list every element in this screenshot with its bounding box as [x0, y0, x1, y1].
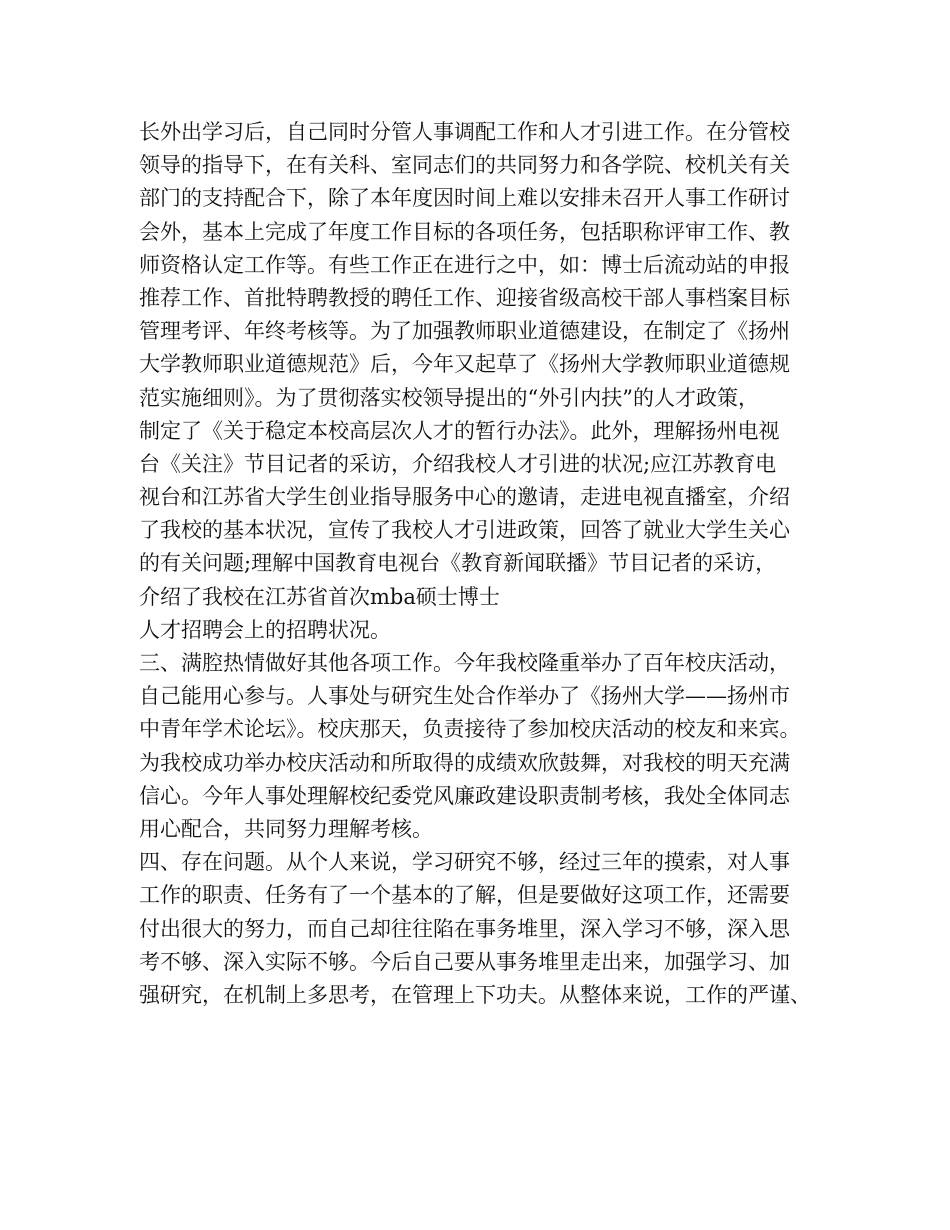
- text-line: 的有关问题;理解中国教育电视台《教育新闻联播》节目记者的采访，: [139, 551, 777, 576]
- text-line: 范实施细则》。为了贯彻落实校领导提出的“外引内扶”的人才政策，: [139, 385, 759, 410]
- text-line: 会外，基本上完成了年度工作目标的各项任务，包括职称评审工作、教: [139, 219, 790, 244]
- document-body: [139, 116, 829, 1012]
- text-line: 部门的支持配合下，除了本年度因时间上难以安排未召开人事工作研讨: [139, 186, 790, 211]
- text-line: 三、满腔热情做好其他各项工作。今年我校隆重举办了百年校庆活动，: [139, 651, 790, 675]
- text-line: 强研究，在机制上多思考，在管理上下功夫。从整体来说，工作的严谨、: [139, 982, 811, 1007]
- text-line: 领导的指导下，在有关科、室同志们的共同努力和各学院、校机关有关: [139, 153, 790, 178]
- text-line: 考不够、深入实际不够。今后自己要从事务堆里走出来，加强学习、加: [139, 949, 790, 974]
- text-line: 四、存在问题。从个人来说，学习研究不够，经过三年的摸索，对人事: [139, 850, 790, 875]
- text-line: 长外出学习后，自己同时分管人事调配工作和人才引进工作。在分管校: [139, 120, 790, 144]
- text-line: 制定了《关于稳定本校高层次人才的暂行办法》。此外，理解扬州电视: [139, 418, 780, 443]
- text-line: 人才招聘会上的招聘状况。: [139, 617, 391, 642]
- text-line: 用心配合，共同努力理解考核。: [139, 816, 433, 841]
- text-line: 为我校成功举办校庆活动和所取得的成绩欢欣鼓舞，对我校的明天充满: [139, 750, 790, 775]
- text-line: 了我校的基本状况，宣传了我校人才引进政策，回答了就业大学生关心: [139, 518, 790, 543]
- text-line: 付出很大的努力，而自己却往往陷在事务堆里，深入学习不够，深入思: [139, 916, 790, 941]
- text-line: 中青年学术论坛》。校庆那天，负责接待了参加校庆活动的校友和来宾。: [139, 717, 801, 742]
- text-line: 推荐工作、首批特聘教授的聘任工作、迎接省级高校干部人事档案目标: [139, 285, 790, 310]
- text-line: 视台和江苏省大学生创业指导服务中心的邀请，走进电视直播室，介绍: [139, 485, 790, 510]
- text-line: 台《关注》节目记者的采访，介绍我校人才引进的状况;应江苏教育电: [139, 451, 777, 476]
- text-line: 自己能用心参与。人事处与研究生处合作举办了《扬州大学——扬州市: [139, 684, 790, 709]
- text-line: 信心。今年人事处理解校纪委党风廉政建设职责制考核，我处全体同志: [139, 783, 790, 808]
- text-line: 管理考评、年终考核等。为了加强教师职业道德建设，在制定了《扬州: [139, 319, 790, 344]
- text-line: 大学教师职业道德规范》后，今年又起草了《扬州大学教师职业道德规: [139, 352, 790, 377]
- text-line: 工作的职责、任务有了一个基本的了解，但是要做好这项工作，还需要: [139, 883, 790, 908]
- text-line: 介绍了我校在江苏省首次mba硕士博士: [139, 584, 500, 609]
- text-line: 师资格认定工作等。有些工作正在进行之中，如：博士后流动站的申报: [139, 252, 790, 277]
